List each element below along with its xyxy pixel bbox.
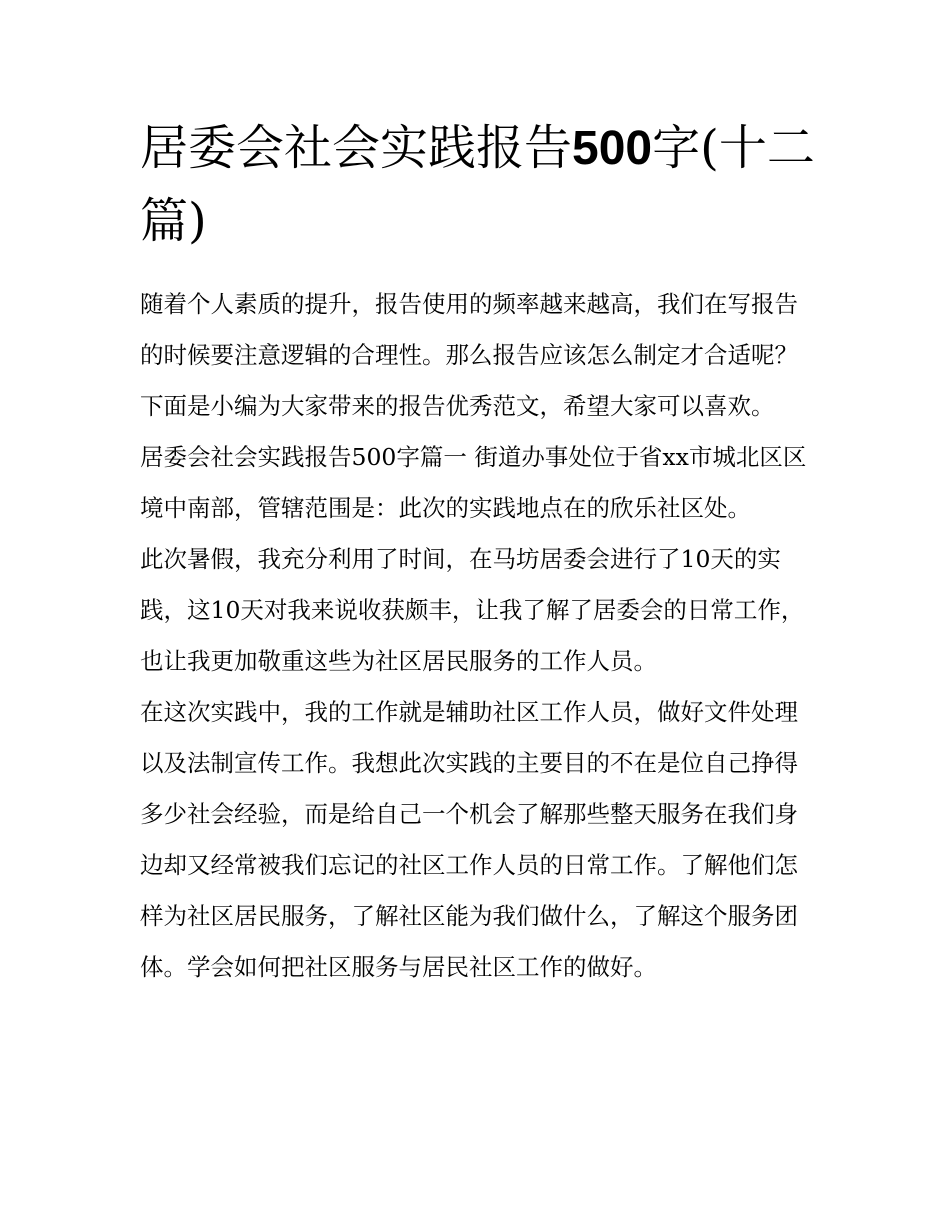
document-title: [140, 112, 820, 257]
paragraph-intro: 随着个人素质的提升，报告使用的频率越来越高，我们在写报告的时候要注意逻辑的合理性。那么报告应该怎么制定才合适呢？下面是小编为大家带来的报告优秀范文，希望大家可以喜欢。: [140, 290, 798, 420]
paragraph-location: 居委会社会实践报告500字篇一 街道办事处位于省xx市城北区区境中南部，管辖范围是：此次的实践地点在的欣乐社区处。: [140, 443, 807, 522]
paragraph-summer-practice: 此次暑假，我充分利用了时间，在马坊居委会进行了10天的实践，这10天对我来说收获颇丰，让我了解了居委会的日常工作，也让我更加敬重这些为社区居民服务的工作人员。: [140, 545, 805, 675]
title-text-part2: 字(十二篇): [140, 120, 815, 249]
title-text-part1: 居委会社会实践报告: [140, 120, 573, 176]
title-number: 500: [572, 122, 653, 175]
document-content: [140, 112, 820, 993]
paragraph-work-content: 在这次实践中，我的工作就是辅助社区工作人员，做好文件处理以及法制宣传工作。我想此次实践的主要目的不在是位自己挣得多少社会经验，而是给自己一个机会了解那些整天服务在我们身边却又经常被我们忘记的社区工作人员的日常工作。了解他们怎样为社区居民服务，了解社区能为我们做什么，了解这个服务团体。学会如何把社区服务与居民社区工作的做好。: [140, 698, 798, 981]
